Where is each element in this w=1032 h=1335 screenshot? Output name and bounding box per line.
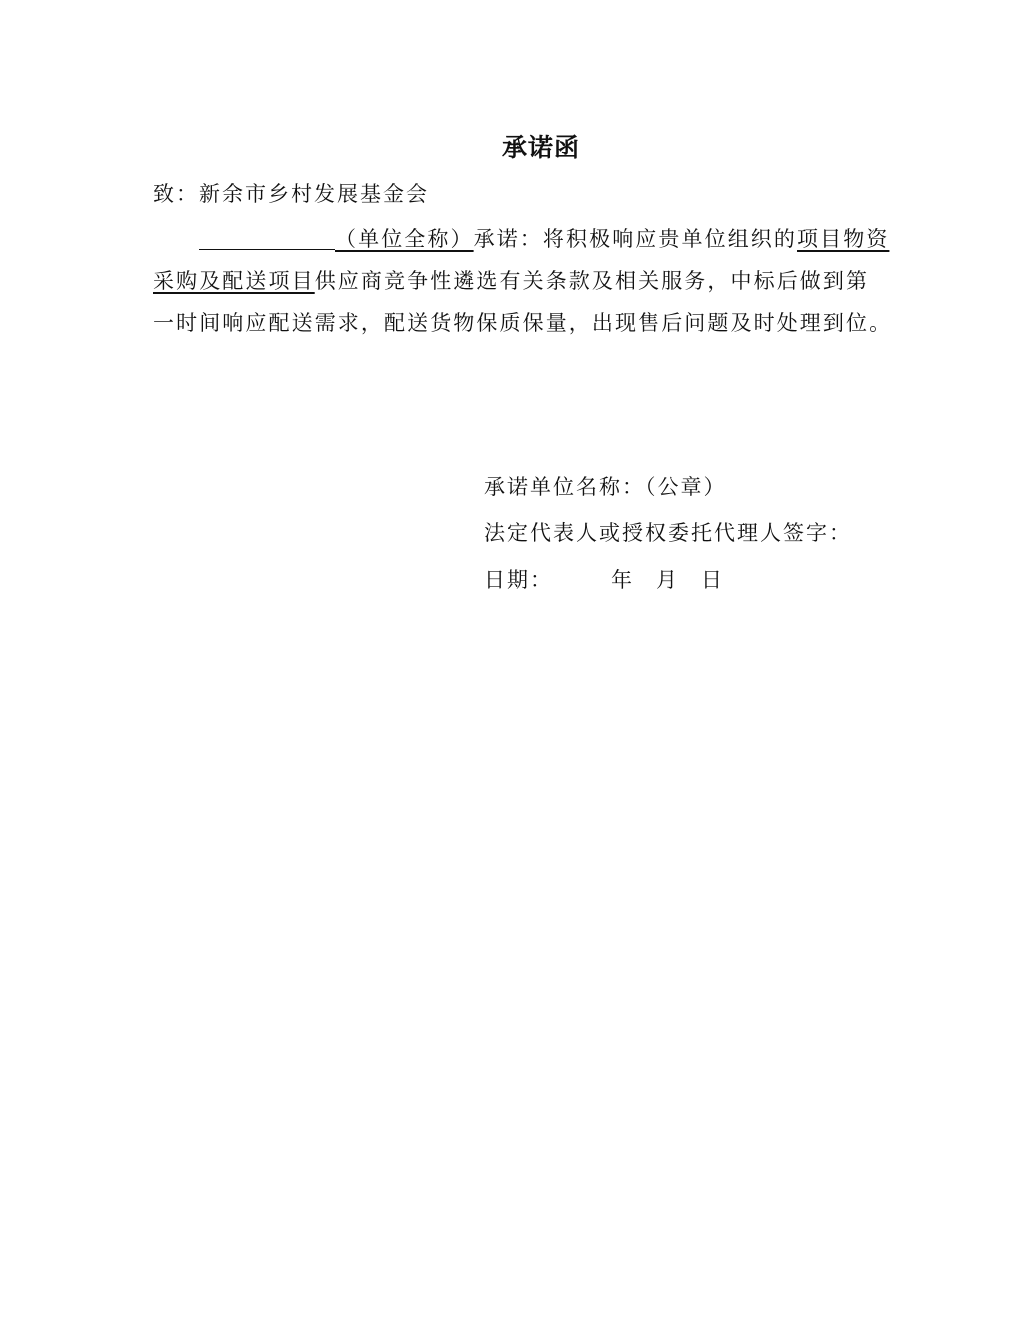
day-label: 日 bbox=[701, 568, 724, 592]
unit-name-seal-label: 承诺单位名称：（公章） bbox=[484, 475, 727, 499]
page-title: 承诺函 bbox=[501, 133, 580, 162]
date-line bbox=[484, 564, 724, 594]
unit-name-blank bbox=[199, 225, 335, 250]
commitment-text-1: 承诺：将积极响应贵单位组织的 bbox=[473, 227, 798, 251]
project-name-part-2: 采购及配送项目 bbox=[153, 269, 315, 293]
project-name-part-1: 项目物资 bbox=[797, 227, 890, 251]
body-line-1 bbox=[153, 218, 890, 260]
unit-full-name-placeholder: （单位全称） bbox=[335, 227, 474, 251]
date-label: 日期： bbox=[484, 568, 553, 592]
addressee: 致：新余市乡村发展基金会 bbox=[153, 182, 429, 206]
commitment-text-2: 供应商竞争性遴选有关条款及相关服务，中标后做到第 bbox=[314, 269, 870, 293]
month-label: 月 bbox=[656, 568, 679, 592]
body-line-2 bbox=[153, 260, 883, 302]
year-label: 年 bbox=[611, 568, 634, 592]
commitment-body bbox=[153, 218, 893, 344]
body-line-3: 一时间响应配送需求，配送货物保质保量，出现售后问题及时处理到位。 bbox=[153, 311, 893, 335]
representative-signature-label: 法定代表人或授权委托代理人签字： bbox=[484, 521, 852, 545]
